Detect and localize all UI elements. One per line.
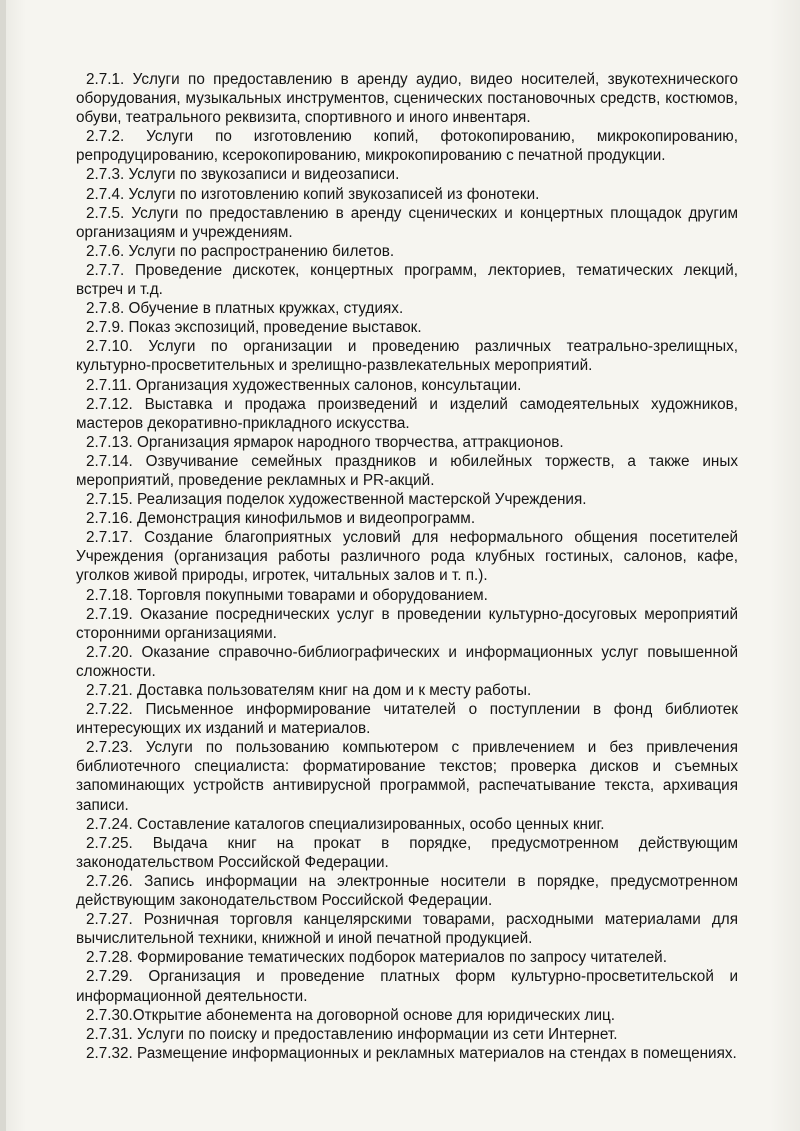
services-list (76, 70, 738, 1063)
list-item: 2.7.30.Открытие абонемента на договорной основе для юридических лиц. (86, 1006, 616, 1024)
list-item: 2.7.20. Оказание справочно-библиографических и информационных услуг повышенной сложности. (76, 643, 738, 680)
list-item: 2.7.1. Услуги по предоставлению в аренду аудио, видео носителей, звукотехнического оборудования, музыкальных инструментов, сценических постановочных средств, костюмов, обуви, театрального реквизита, спортивного и иного инвентаря. (76, 71, 738, 127)
list-item: 2.7.14. Озвучивание семейных праздников и юбилейных торжеств, а также иных мероприятий, проведение рекламных и PR-акций. (76, 452, 738, 489)
list-item: 2.7.11. Организация художественных салонов, консультации. (86, 376, 522, 394)
scan-edge (0, 0, 6, 1131)
list-item: 2.7.13. Организация ярмарок народного творчества, аттракционов. (86, 433, 564, 451)
list-item: 2.7.8. Обучение в платных кружках, студиях. (86, 300, 404, 318)
list-item: 2.7.23. Услуги по пользованию компьютером с привлечением и без привлечения библиотечного специалиста: форматирование текстов; проверка дисков и съемных запоминающих устройств антивирусной программой, распечатывание текста, архивация записи. (76, 739, 738, 814)
list-item: 2.7.18. Торговля покупными товарами и оборудованием. (86, 586, 488, 604)
list-item: 2.7.7. Проведение дискотек, концертных программ, лекториев, тематических лекций, встреч и т.д. (76, 261, 738, 299)
list-item: 2.7.19. Оказание посреднических услуг в проведении культурно-досуговых мероприятий сторонними организациями. (76, 605, 738, 642)
list-item: 2.7.29. Организация и проведение платных форм культурно-просветительской и информационной деятельности. (76, 968, 738, 1005)
list-item: 2.7.10. Услуги по организации и проведению различных театрально-зрелищных, культурно-просветительных и зрелищно-развлекательных мероприятий. (76, 338, 738, 375)
list-item: 2.7.6. Услуги по распространению билетов. (86, 242, 395, 260)
list-item: 2.7.4. Услуги по изготовлению копий звукозаписей из фонотеки. (86, 185, 540, 203)
list-item: 2.7.25. Выдача книг на прокат в порядке, предусмотренном действующим законодательством Российской Федерации. (76, 834, 738, 871)
list-item: 2.7.32. Размещение информационных и рекламных материалов на стендах в помещениях. (86, 1044, 737, 1062)
list-item: 2.7.22. Письменное информирование читателей о поступлении в фонд библиотек интересующих их изданий и материалов. (76, 701, 738, 738)
list-item: 2.7.5. Услуги по предоставлению в аренду сценических и концертных площадок другим организациям и учреждениям. (76, 204, 738, 241)
list-item: 2.7.17. Создание благоприятных условий для неформального общения посетителей Учреждения (организация работы различного рода клубных гостиных, салонов, кафе, уголков живой природы, игротек, читальных залов и т. п.). (76, 529, 738, 585)
list-item: 2.7.3. Услуги по звукозаписи и видеозаписи. (86, 166, 400, 184)
list-item: 2.7.9. Показ экспозиций, проведение выставок. (86, 319, 422, 337)
list-item: 2.7.2. Услуги по изготовлению копий, фотокопированию, микрокопированию, репродуцированию, ксерокопированию, микрокопированию с печатной продукции. (76, 128, 738, 165)
list-item: 2.7.27. Розничная торговля канцелярскими товарами, расходными материалами для вычислительной техники, книжной и иной печатной продукцией. (76, 911, 738, 948)
list-item: 2.7.31. Услуги по поиску и предоставлению информации из сети Интернет. (86, 1025, 618, 1043)
list-item: 2.7.21. Доставка пользователям книг на дом и к месту работы. (86, 682, 532, 699)
list-item: 2.7.28. Формирование тематических подборок материалов по запросу читателей. (86, 949, 667, 967)
list-item: 2.7.15. Реализация поделок художественной мастерской Учреждения. (86, 491, 587, 509)
list-item: 2.7.24. Составление каталогов специализированных, особо ценных книг. (86, 815, 605, 833)
list-item: 2.7.12. Выставка и продажа произведений и изделий самодеятельных художников, мастеров декоративно-прикладного искусства. (76, 395, 738, 432)
list-item: 2.7.26. Запись информации на электронные носители в порядке, предусмотренном действующим законодательством Российской Федерации. (76, 872, 738, 910)
list-item: 2.7.16. Демонстрация кинофильмов и видеопрограмм. (86, 510, 476, 528)
